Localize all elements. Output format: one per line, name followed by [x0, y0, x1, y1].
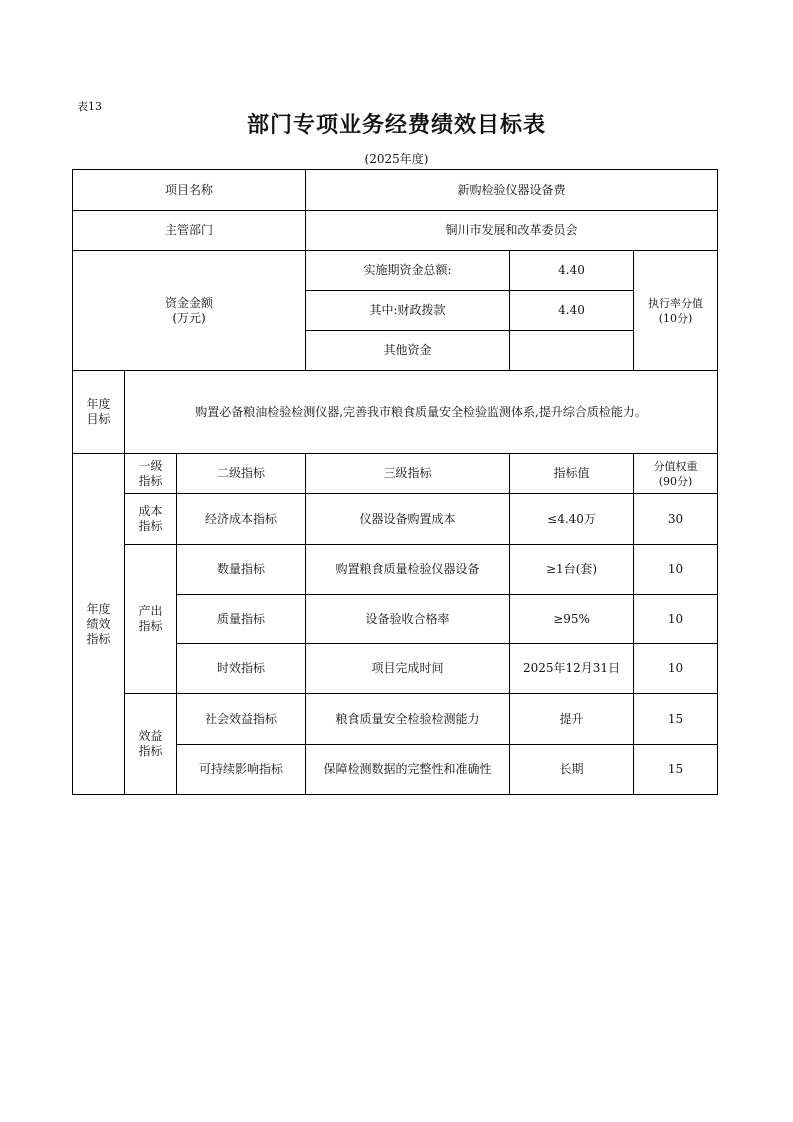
- table-row: [73, 545, 718, 595]
- level2-cell: 质量指标: [177, 595, 306, 644]
- value-cell: 长期: [510, 745, 634, 795]
- level1-output: 产出指标: [125, 545, 177, 694]
- table-number: 表13: [77, 100, 102, 113]
- level3-cell: 保障检测数据的完整性和准确性: [306, 745, 510, 795]
- level3-cell: 设备验收合格率: [306, 595, 510, 644]
- weight-cell: 10: [634, 545, 718, 595]
- indicator-header-row: [73, 454, 718, 494]
- department-row: [73, 211, 718, 251]
- table-row: [73, 494, 718, 545]
- level3-header: 三级指标: [306, 454, 510, 494]
- level3-cell: 仪器设备购置成本: [306, 494, 510, 545]
- funds-total-value: 4.40: [510, 251, 634, 291]
- annual-goal-row: [73, 371, 718, 454]
- weight-header: 分值权重 (90分): [634, 454, 718, 494]
- weight-cell: 15: [634, 745, 718, 795]
- weight-cell: 10: [634, 595, 718, 644]
- level3-cell: 购置粮食质量检验仪器设备: [306, 545, 510, 595]
- performance-target-table: [72, 169, 718, 795]
- level3-cell: 粮食质量安全检验检测能力: [306, 694, 510, 745]
- weight-cell: 10: [634, 644, 718, 694]
- department-label: 主管部门: [73, 211, 306, 251]
- department-value: 铜川市发展和改革委员会: [306, 211, 718, 251]
- value-cell: ≤4.40万: [510, 494, 634, 545]
- funds-total-label: 实施期资金总额:: [306, 251, 510, 291]
- level2-cell: 社会效益指标: [177, 694, 306, 745]
- project-name-label: 项目名称: [73, 170, 306, 211]
- level2-cell: 经济成本指标: [177, 494, 306, 545]
- funds-label: 资金金额 (万元): [73, 251, 306, 371]
- page-title: 部门专项业务经费绩效目标表: [246, 112, 546, 138]
- indicator-section-label: 年度绩效指标: [73, 454, 125, 795]
- table-row: [73, 694, 718, 745]
- fiscal-year: (2025年度): [364, 152, 429, 166]
- funds-fiscal-value: 4.40: [510, 291, 634, 331]
- weight-cell: 15: [634, 694, 718, 745]
- level2-cell: 可持续影响指标: [177, 745, 306, 795]
- value-cell: 提升: [510, 694, 634, 745]
- project-name-row: [73, 170, 718, 211]
- annual-goal-label: 年度目标: [73, 371, 125, 454]
- value-cell: ≥1台(套): [510, 545, 634, 595]
- value-cell: ≥95%: [510, 595, 634, 644]
- annual-goal-text: 购置必备粮油检验检测仪器,完善我市粮食质量安全检验监测体系,提升综合质检能力。: [125, 371, 718, 454]
- funds-other-value: [510, 331, 634, 371]
- level2-cell: 数量指标: [177, 545, 306, 595]
- project-name-value: 新购检验仪器设备费: [306, 170, 718, 211]
- execution-rate-label: 执行率分值 (10分): [634, 251, 718, 371]
- weight-cell: 30: [634, 494, 718, 545]
- level3-cell: 项目完成时间: [306, 644, 510, 694]
- value-header: 指标值: [510, 454, 634, 494]
- level2-header: 二级指标: [177, 454, 306, 494]
- funds-total-row: [73, 251, 718, 291]
- funds-other-label: 其他资金: [306, 331, 510, 371]
- level1-header: 一级指标: [125, 454, 177, 494]
- value-cell: 2025年12月31日: [510, 644, 634, 694]
- funds-fiscal-label: 其中:财政拨款: [306, 291, 510, 331]
- level1-benefit: 效益指标: [125, 694, 177, 795]
- level1-cost: 成本指标: [125, 494, 177, 545]
- level2-cell: 时效指标: [177, 644, 306, 694]
